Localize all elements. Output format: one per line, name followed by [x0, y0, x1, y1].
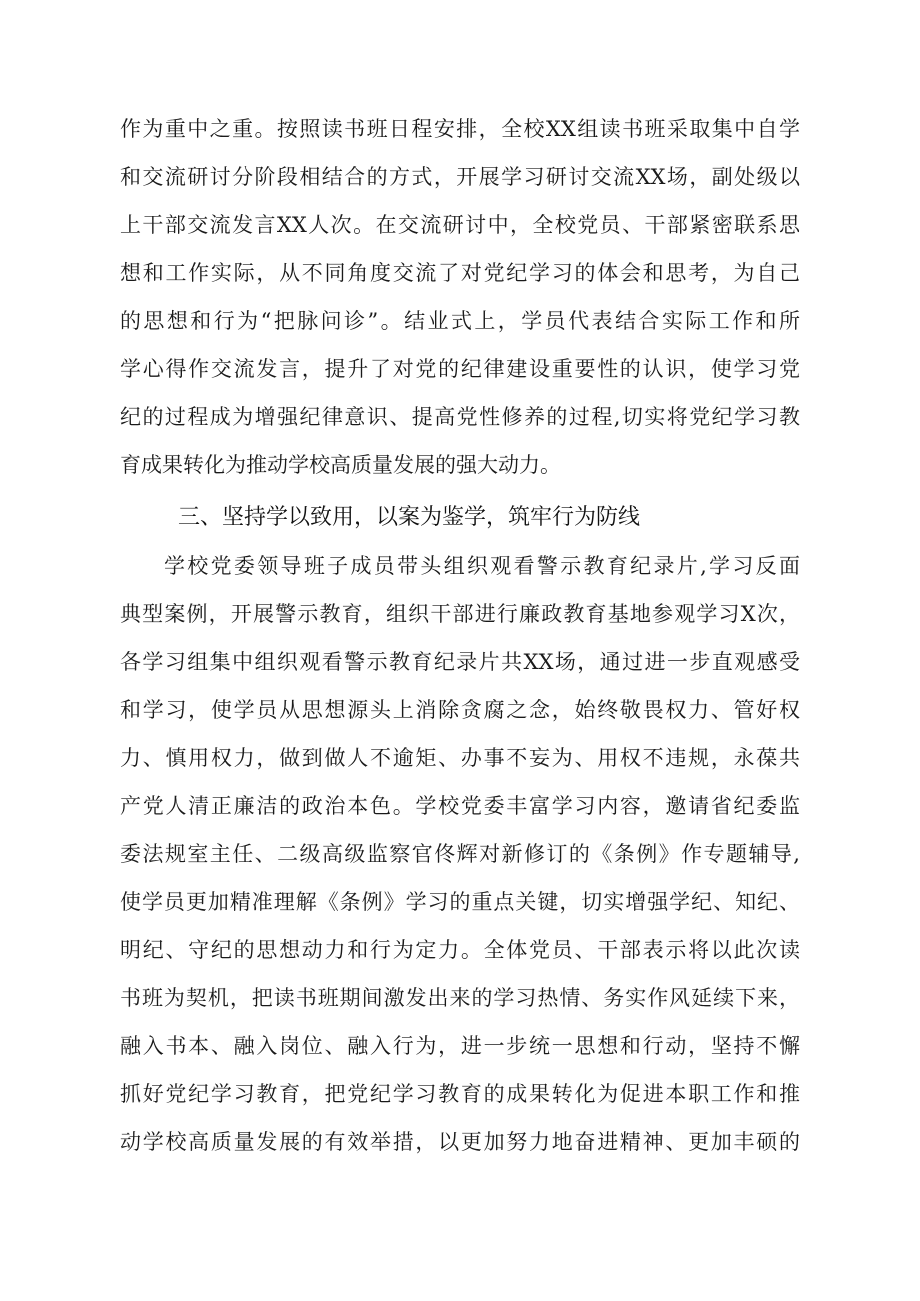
text-line: 动学校高质量发展的有效举措，以更加努力地奋进精神、更加丰硕的 [120, 1130, 800, 1154]
text-line: 学心得作交流发言，提升了对党的纪律建设重要性的认识，使学习党 [120, 357, 800, 381]
text-line: 各学习组集中组织观看警示教育纪录片共XX场，通过进一步直观感受 [120, 650, 800, 674]
paragraph-2 [120, 542, 800, 1166]
section-heading: 三、坚持学以致用，以案为鉴学，筑牢行为防线 [178, 505, 641, 530]
text-line: 使学员更加精准理解《条例》学习的重点关键，切实增强学纪、知纪、 [120, 890, 800, 914]
paragraph-1 [120, 105, 800, 489]
text-line: 力、慎用权力，做到做人不逾矩、办事不妄为、用权不违规，永葆共 [120, 746, 800, 770]
text-line: 明纪、守纪的思想动力和行为定力。全体党员、干部表示将以此次读 [120, 938, 800, 962]
text-line: 纪的过程成为增强纪律意识、提高党性修养的过程,切实将党纪学习教 [120, 405, 800, 429]
text-line: 委法规室主任、二级高级监察官佟辉对新修订的《条例》作专题辅导, [120, 842, 800, 866]
text-line: 书班为契机，把读书班期间激发出来的学习热情、务实作风延续下来， [120, 986, 800, 1010]
text-line: 和学习，使学员从思想源头上消除贪腐之念，始终敬畏权力、管好权 [120, 698, 800, 722]
text-line: 产党人清正廉洁的政治本色。学校党委丰富学习内容，邀请省纪委监 [120, 794, 800, 818]
text-line: 和交流研讨分阶段相结合的方式，开展学习研讨交流XX场，副处级以 [120, 165, 800, 189]
text-line: 的思想和行为“把脉问诊”。结业式上，学员代表结合实际工作和所 [120, 309, 800, 333]
text-line: 育成果转化为推动学校高质量发展的强大动力。 [120, 453, 561, 477]
text-line: 学校党委领导班子成员带头组织观看警示教育纪录片,学习反面 [164, 554, 800, 578]
text-line: 想和工作实际，从不同角度交流了对党纪学习的体会和思考，为自己 [120, 261, 800, 285]
text-line: 典型案例，开展警示教育，组织干部进行廉政教育基地参观学习X次， [120, 602, 800, 626]
text-line: 作为重中之重。按照读书班日程安排，全校XX组读书班采取集中自学 [120, 117, 800, 141]
text-line: 抓好党纪学习教育，把党纪学习教育的成果转化为促进本职工作和推 [120, 1082, 800, 1106]
text-line: 上干部交流发言XX人次。在交流研讨中，全校党员、干部紧密联系思 [120, 213, 800, 237]
text-line: 融入书本、融入岗位、融入行为，进一步统一思想和行动，坚持不懈 [120, 1034, 800, 1058]
